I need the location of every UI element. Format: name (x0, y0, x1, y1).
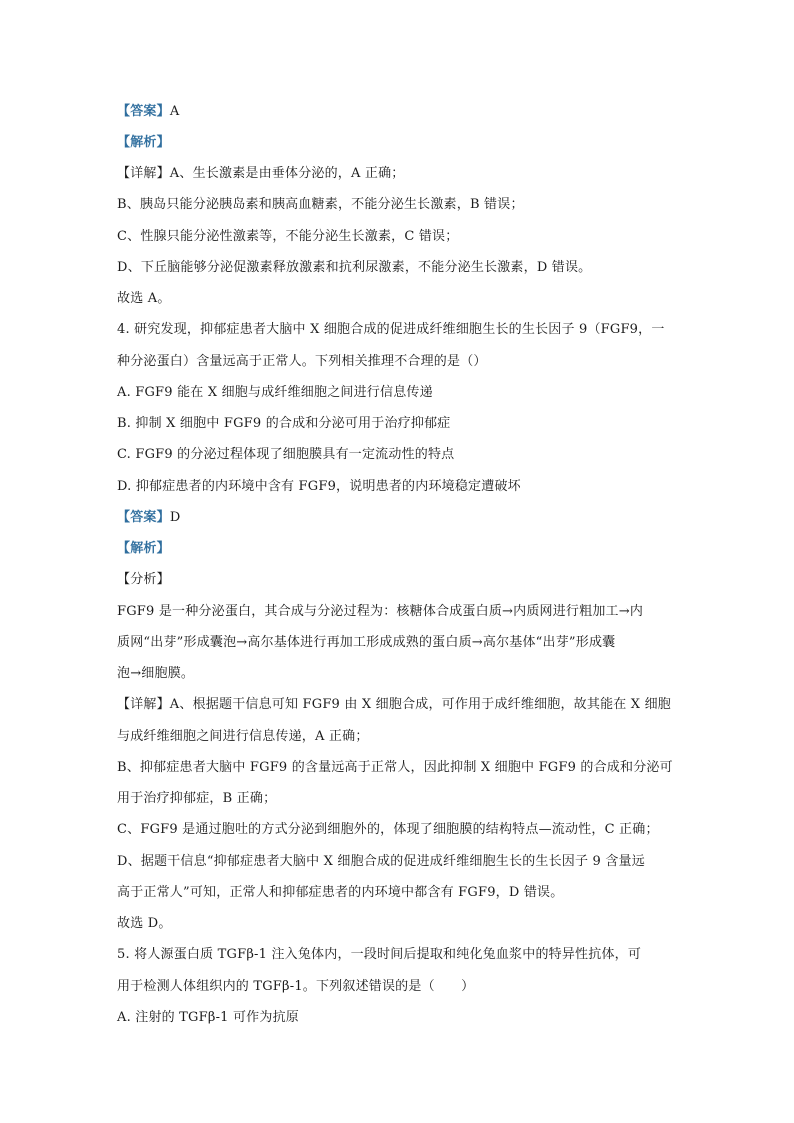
text-line: 故选 D。 (117, 916, 172, 931)
question-4-line-1: 4. 研究发现，抑郁症患者大脑中 X 细胞合成的促进成纤维细胞生长的生长因子 9（FGF9，一 (117, 322, 665, 337)
text-line: 【详解】A、根据题干信息可知 FGF9 由 X 细胞合成，可作用于成纤维细胞，故其能在 X 细胞 (117, 697, 671, 712)
analysis-tag: 【解析】 (117, 135, 170, 150)
text-line: 【详解】A、生长激素是由垂体分泌的，A 正确； (117, 166, 405, 181)
text-line: FGF9 是一种分泌蛋白，其合成与分泌过程为：核糖体合成蛋白质→内质网进行粗加工→内 (117, 604, 644, 619)
text-line: 泡→细胞膜。 (117, 666, 195, 681)
answer-line-1 (117, 104, 677, 120)
text-line: B、抑郁症患者大脑中 FGF9 的含量远高于正常人，因此抑制 X 细胞中 FGF9 的合成和分泌可 (117, 760, 673, 775)
question-5-line-1: 5. 将人源蛋白质 TGFβ-1 注入兔体内，一段时间后提取和纯化兔血浆中的特异性抗体，可 (117, 947, 642, 962)
analysis-heading-2 (117, 541, 677, 557)
analysis-tag: 【解析】 (117, 541, 170, 556)
option-a: A. FGF9 能在 X 细胞与成纤维细胞之间进行信息传递 (117, 385, 433, 400)
option-a: A. 注射的 TGFβ-1 可作为抗原 (117, 1010, 299, 1025)
text-line: 故选 A。 (117, 291, 171, 306)
text-line: 质网“出芽”形成囊泡→高尔基体进行再加工形成成熟的蛋白质→高尔基体“出芽”形成囊 (117, 635, 616, 650)
answer-tag: 【答案】 (117, 510, 170, 525)
text-line: D、据题干信息“抑郁症患者大脑中 X 细胞合成的促进成纤维细胞生长的生长因子 9 含量远 (117, 854, 645, 869)
option-c: C. FGF9 的分泌过程体现了细胞膜具有一定流动性的特点 (117, 447, 455, 462)
analysis-heading-1 (117, 135, 677, 151)
text-line: 高于正常人”可知，正常人和抑郁症患者的内环境中都含有 FGF9，D 错误。 (117, 885, 564, 900)
option-d: D. 抑郁症患者的内环境中含有 FGF9，说明患者的内环境稳定遭破坏 (117, 479, 521, 494)
answer-value: A (169, 104, 180, 119)
text-line: C、性腺只能分泌性激素等，不能分泌生长激素，C 错误； (117, 229, 459, 244)
answer-line-2 (117, 510, 677, 526)
option-b: B. 抑制 X 细胞中 FGF9 的合成和分泌可用于治疗抑郁症 (117, 416, 451, 431)
answer-value: D (169, 510, 181, 525)
text-line: 与成纤维细胞之间进行信息传递，A 正确； (117, 729, 369, 744)
text-line: C、FGF9 是通过胞吐的方式分泌到细胞外的，体现了细胞膜的结构特点—流动性，C 正确； (117, 822, 659, 837)
question-5-line-2: 用于检测人体组织内的 TGFβ-1。下列叙述错误的是（ ） (117, 979, 475, 994)
text-line: 用于治疗抑郁症，B 正确； (117, 791, 277, 806)
answer-tag: 【答案】 (117, 104, 170, 119)
text-line: B、胰岛只能分泌胰岛素和胰高血糖素，不能分泌生长激素，B 错误； (117, 197, 524, 212)
text-line: 【分析】 (117, 572, 170, 587)
question-4-line-2: 种分泌蛋白）含量远高于正常人。下列相关推理不合理的是（） (117, 354, 487, 369)
text-line: D、下丘脑能够分泌促激素释放激素和抗利尿激素，不能分泌生长激素，D 错误。 (117, 260, 592, 275)
